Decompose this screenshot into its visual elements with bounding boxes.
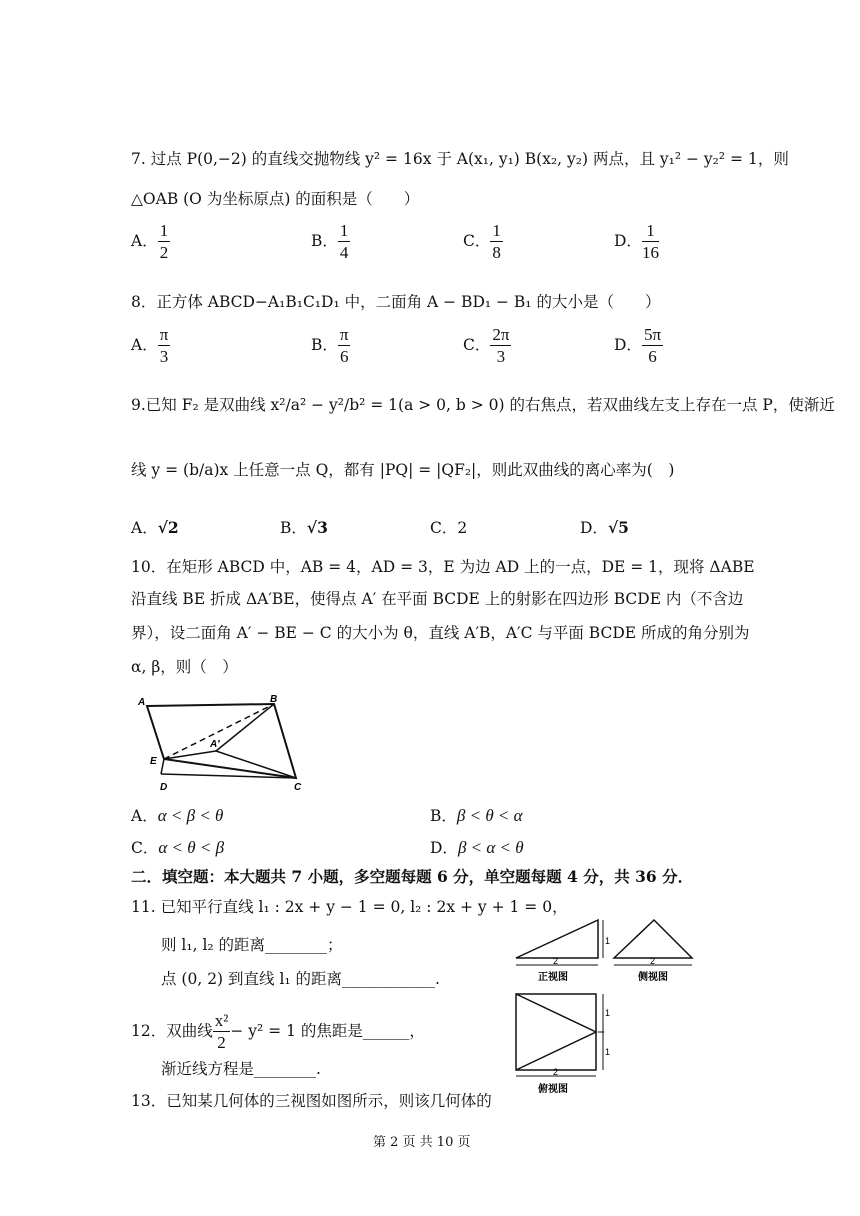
q8-option-b[interactable]: B． $\frac{\pi}{6}$ <box>311 325 349 366</box>
top-view-dim-upper: 1 <box>605 1008 611 1018</box>
side-view-triangle <box>614 920 692 958</box>
q9-option-c[interactable]: C．2 <box>430 519 468 537</box>
q11-stem-line3: 点 (0, 2) 到直线 l₁ 的距离____________. <box>161 970 440 988</box>
three-views-figure <box>508 912 698 1107</box>
q10-option-d[interactable]: D．β < α < θ <box>430 838 524 857</box>
q8-option-c[interactable]: C． $\frac{2\pi}{3}$ <box>463 325 510 366</box>
q8-option-d[interactable]: D． $\frac{5\pi}{6}$ <box>614 325 662 366</box>
q9-option-b[interactable]: B．√3 <box>280 518 328 537</box>
front-view-label: 正视图 <box>538 972 568 983</box>
segment-ed <box>161 759 164 774</box>
q8-option-a[interactable]: A． $\frac{\pi}{3}$ <box>131 325 169 366</box>
q9-stem-line1: 9.已知 F₂ 是双曲线 x²/a² − y²/b² = 1(a > 0, b > 0) 的右焦点，若双曲线左支上存在一点 P，使渐近 <box>131 396 835 414</box>
section-heading-fill-in: 二．填空题：本大题共 7 小题，多空题每题 6 分，单空题每题 4 分，共 36 分． <box>131 867 694 886</box>
front-view-width-dim: 2 <box>553 956 559 966</box>
q9-option-d[interactable]: D．√5 <box>580 518 629 537</box>
q10-figure <box>128 692 313 794</box>
segment-ea2 <box>164 751 216 759</box>
page-footer: 第 2 页 共 10 页 <box>373 1135 471 1150</box>
q7-stem-line2: △OAB (O 为坐标原点) 的面积是（ ） <box>131 190 420 208</box>
q7-option-a[interactable]: A． $\frac{1}{2}$ <box>131 221 169 262</box>
label-c: C <box>294 782 302 793</box>
top-view-width-dim: 2 <box>553 1067 559 1077</box>
top-view-triangle <box>516 994 596 1070</box>
q10-stem-line4: α, β，则（ ） <box>131 658 238 676</box>
side-view-label: 侧视图 <box>638 972 668 983</box>
label-d: D <box>160 782 168 793</box>
q7-option-c[interactable]: C． $\frac{1}{8}$ <box>463 221 501 262</box>
label-a: A <box>138 697 146 708</box>
q12-stem-line2: 渐近线方程是________. <box>161 1060 321 1078</box>
side-view-width-dim: 2 <box>650 956 656 966</box>
q10-stem-line3: 界），设二面角 A′ − BE − C 的大小为 θ，直线 A′B，A′C 与平面 BCDE 所成的角分别为 <box>131 624 750 642</box>
segment-a2b <box>216 704 274 751</box>
top-view-dim-lower: 1 <box>605 1047 611 1057</box>
q9-option-a[interactable]: A．√2 <box>131 518 179 537</box>
q10-option-c[interactable]: C．α < θ < β <box>131 838 225 857</box>
front-view-height-dim: 1 <box>605 936 611 946</box>
q13-stem-line1: 13．已知某几何体的三视图如图所示，则该几何体的 <box>131 1092 492 1110</box>
q12-stem-line1: 12．双曲线 $\frac{\text{x²}}{2}$ − y² = 1 的焦距是______， <box>131 1011 425 1052</box>
label-e: E <box>150 756 157 767</box>
segment-a2c <box>216 751 296 778</box>
fold-line-be <box>164 704 274 759</box>
q7-option-d[interactable]: D． $\frac{1}{16}$ <box>614 221 659 262</box>
q7-option-b[interactable]: B． $\frac{1}{4}$ <box>311 221 349 262</box>
q11-stem-line2: 则 l₁, l₂ 的距离________； <box>161 936 343 954</box>
q10-stem-line2: 沿直线 BE 折成 ΔA′BE，使得点 A′ 在平面 BCDE 上的射影在四边形 BCDE 内（不含边 <box>131 590 744 608</box>
label-a-prime: A′ <box>210 739 220 750</box>
top-view-square <box>516 994 596 1070</box>
q8-stem: 8．正方体 ABCD−A₁B₁C₁D₁ 中，二面角 A − BD₁ − B₁ 的大小是（ ） <box>131 293 661 311</box>
q7-stem-line1: 7. 过点 P(0,−2) 的直线交抛物线 y² = 16x 于 A(x₁, y₁) B(x₂, y₂) 两点，且 y₁² − y₂² = 1，则 <box>131 150 789 168</box>
q10-option-a[interactable]: A．α < β < θ <box>131 806 224 825</box>
label-b: B <box>270 694 278 705</box>
q10-option-b[interactable]: B．β < θ < α <box>430 806 523 825</box>
q9-stem-line2: 线 y = (b/a)x 上任意一点 Q，都有 |PQ| = |QF₂|，则此双曲线的离心率为( ) <box>131 461 675 479</box>
front-view-triangle <box>516 920 598 958</box>
top-view-label: 俯视图 <box>538 1084 568 1095</box>
q10-stem-line1: 10．在矩形 ABCD 中，AB = 4，AD = 3，E 为边 AD 上的一点，DE = 1，现将 ΔABE <box>131 558 755 576</box>
quadrilateral-abcde <box>147 704 296 778</box>
q11-stem-line1: 11. 已知平行直线 l₁ : 2x + y − 1 = 0, l₂ : 2x + y + 1 = 0， <box>131 898 568 916</box>
